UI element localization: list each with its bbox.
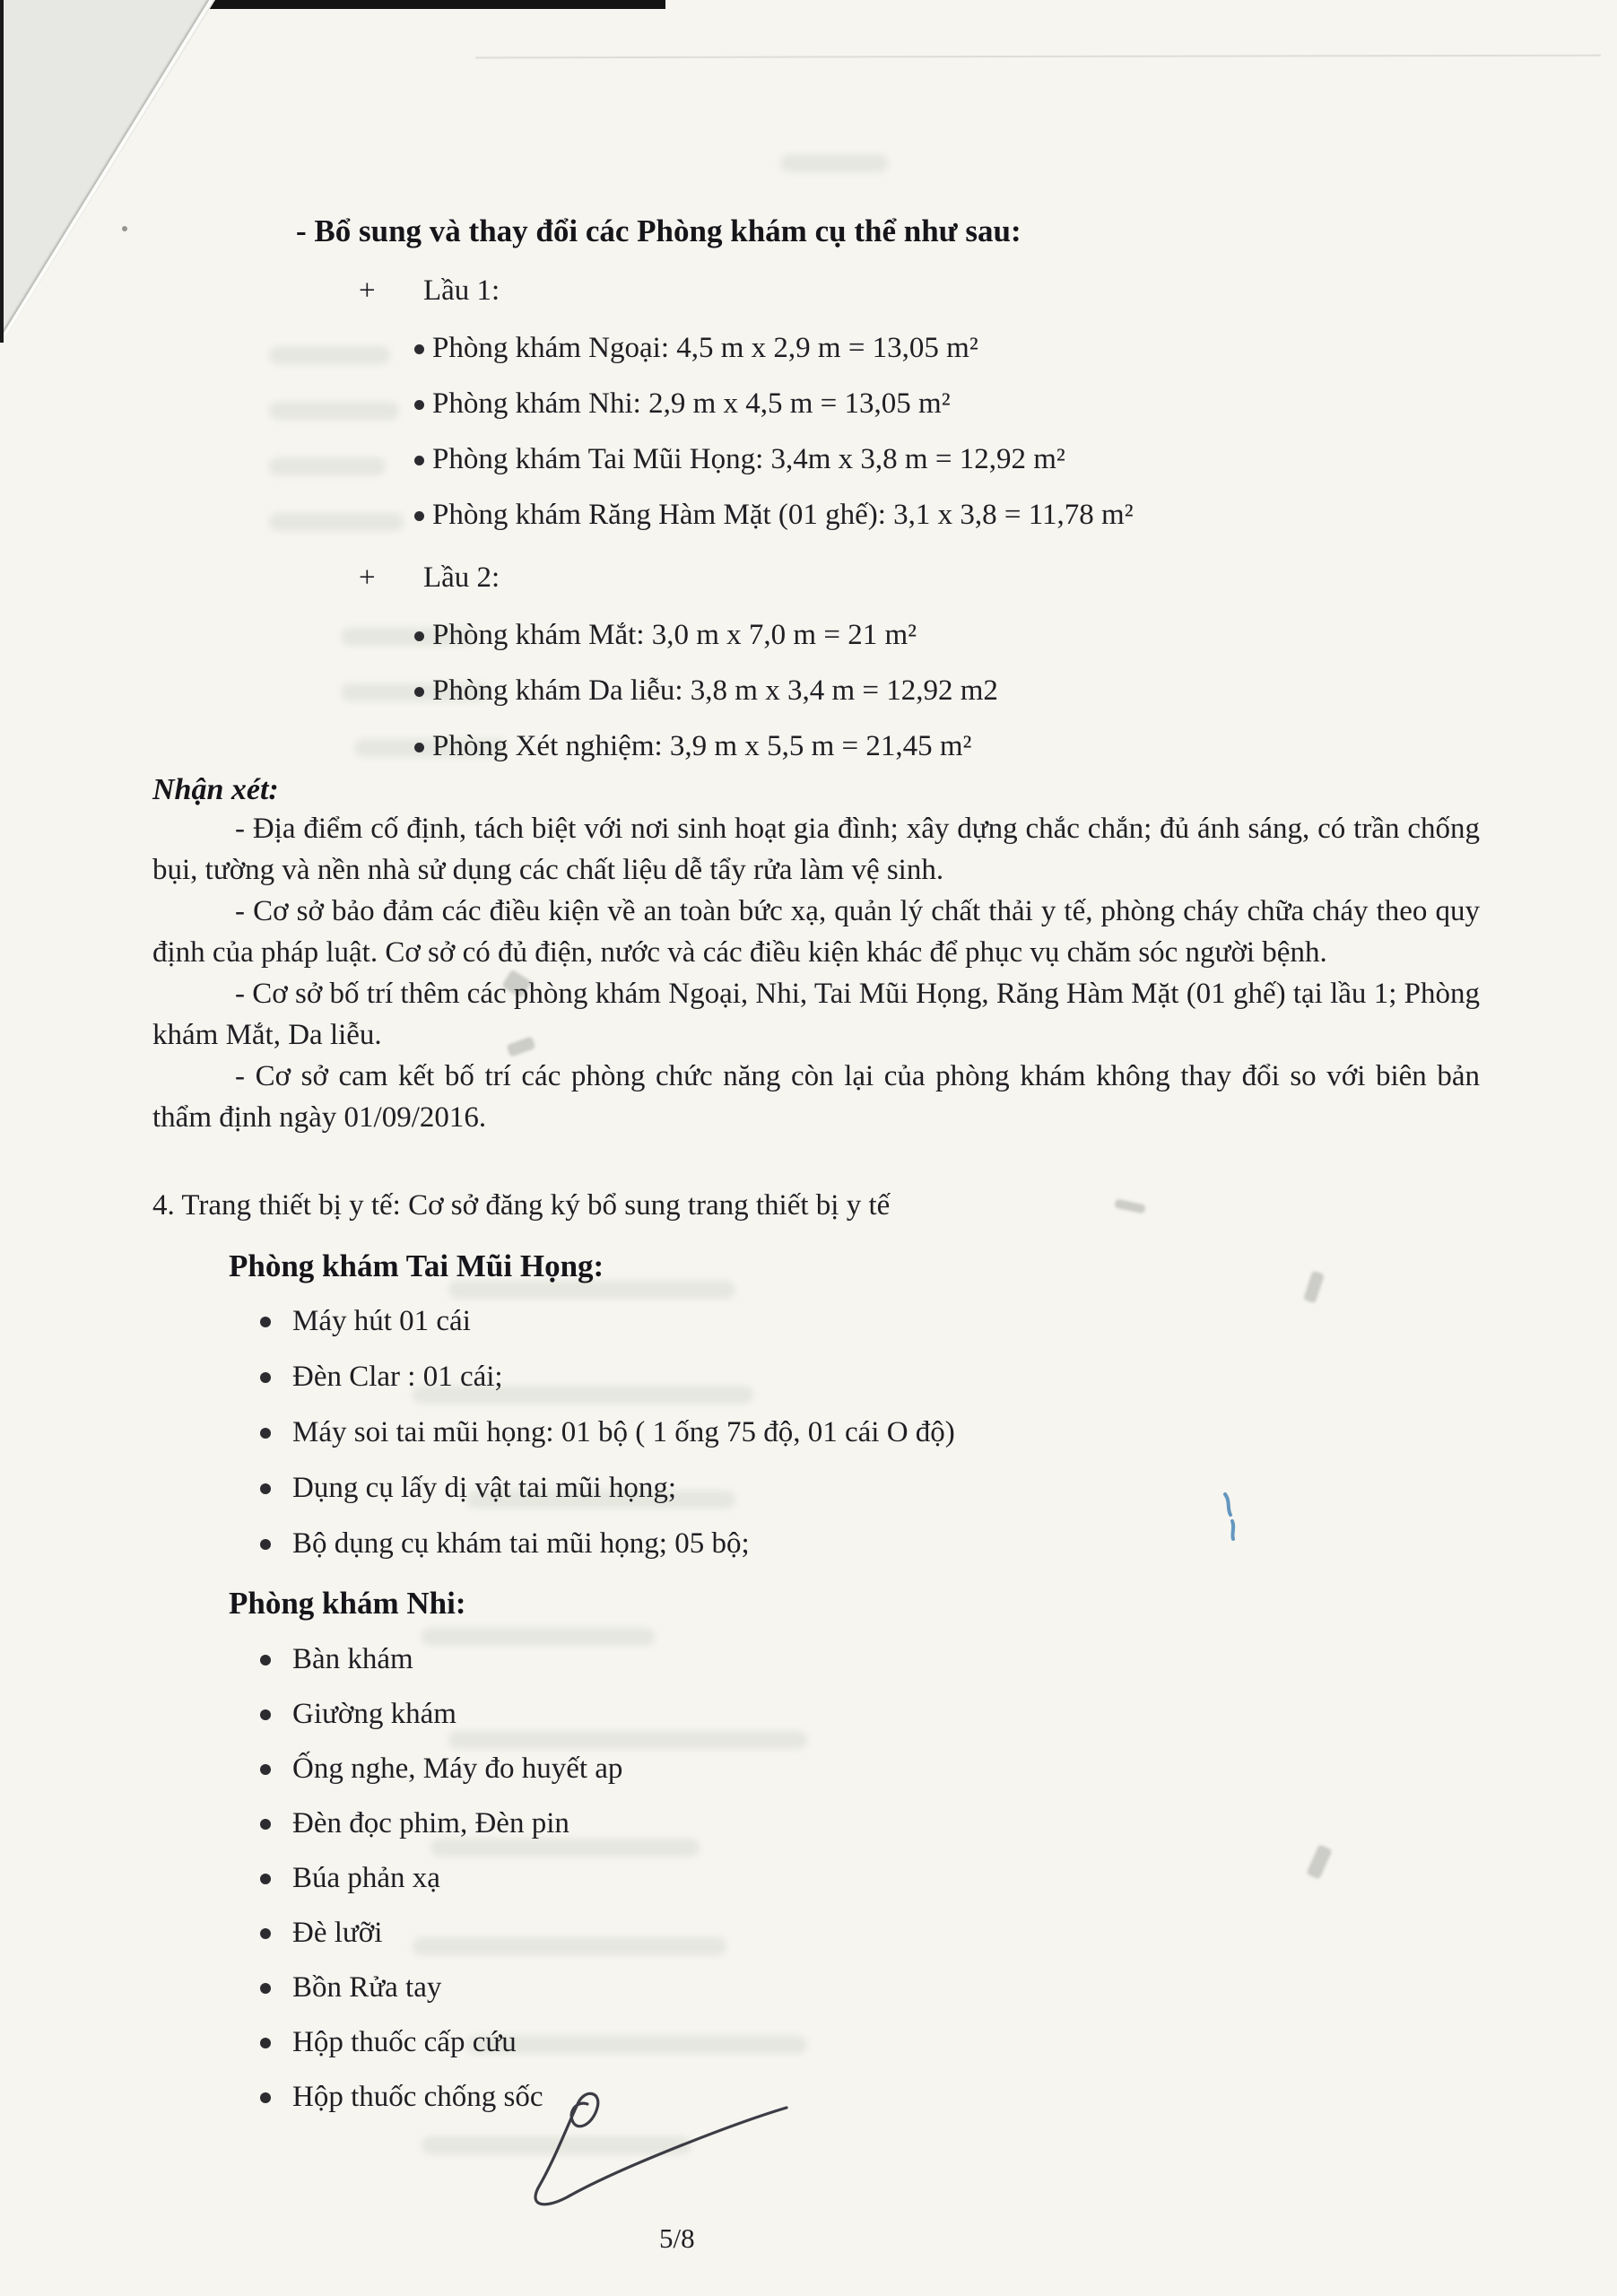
equipment-text: Bàn khám [292, 1643, 413, 1675]
equipment-text: Đèn đọc phim, Đèn pin [292, 1807, 569, 1839]
equipment-item [260, 1917, 382, 1950]
equipment-text: Dụng cụ lấy dị vật tai mũi họng; [292, 1472, 677, 1504]
floor-2-label: Lầu 2: [423, 561, 500, 594]
room-text: Phòng khám Ngoại: 4,5 m x 2,9 m = 13,05 m² [432, 332, 978, 364]
room-text: Phòng khám Răng Hàm Mặt (01 ghế): 3,1 x 3,8 = 11,78 m² [432, 499, 1134, 531]
equipment-item [260, 1416, 955, 1449]
remarks-paragraph: - Cơ sở bố trí thêm các phòng khám Ngoại, Nhi, Tai Mũi Họng, Răng Hàm Mặt (01 ghế) tại lầu 1; Phòng khám Mắt, Da liễu. [152, 978, 1480, 1051]
room-text: Phòng khám Mắt: 3,0 m x 7,0 m = 21 m² [432, 619, 917, 651]
section-4-title: 4. Trang thiết bị y tế: Cơ sở đăng ký bổ sung trang thiết bị y tế [152, 1189, 891, 1222]
bullet-icon [260, 1372, 271, 1383]
remarks-paragraphs [152, 808, 1480, 1138]
floor-2-line [359, 561, 500, 595]
bullet-icon [414, 631, 424, 641]
equipment-text: Bộ dụng cụ khám tai mũi họng; 05 bộ; [292, 1527, 750, 1560]
equipment-text: Máy hút 01 cái [292, 1305, 471, 1337]
room-line [414, 443, 1065, 476]
floor-1-label: Lầu 1: [423, 274, 500, 307]
bullet-icon [260, 1428, 271, 1439]
bleed-through [269, 513, 404, 531]
room-line [414, 674, 998, 708]
equipment-text: Hộp thuốc cấp cứu [292, 2026, 517, 2058]
equipment-item [260, 1807, 569, 1840]
pencil-smudge [1114, 1199, 1145, 1214]
bullet-icon [260, 1317, 271, 1327]
equipment-group-title-nhi: Phòng khám Nhi: [229, 1586, 466, 1621]
equipment-item [260, 1472, 676, 1505]
section-heading: - Bổ sung và thay đổi các Phòng khám cụ thể như sau: [296, 213, 1021, 248]
equipment-text: Bồn Rửa tay [292, 1971, 442, 2004]
equipment-text: Giường khám [292, 1698, 456, 1730]
equipment-text: Hộp thuốc chống sốc [292, 2081, 543, 2113]
room-line [414, 730, 971, 763]
bleed-through [269, 457, 386, 475]
bullet-icon [260, 1928, 271, 1939]
bullet-icon [260, 1483, 271, 1494]
remarks-title: Nhận xét: [152, 773, 279, 806]
equipment-item [260, 1862, 440, 1895]
room-text: Phòng khám Nhi: 2,9 m x 4,5 m = 13,05 m² [432, 387, 951, 420]
bleed-through [448, 1731, 807, 1749]
scan-edge-sliver [0, 0, 4, 343]
bleed-through [269, 402, 399, 420]
scan-artifact-line [475, 55, 1601, 59]
room-line [414, 387, 951, 421]
equipment-item [260, 1305, 471, 1338]
bullet-icon [414, 743, 424, 752]
bullet-icon [260, 1983, 271, 1994]
bleed-through [422, 1628, 655, 1646]
signature [466, 2074, 807, 2226]
bullet-icon [260, 2038, 271, 2048]
bullet-icon [260, 1764, 271, 1775]
bullet-icon [260, 2092, 271, 2103]
bullet-icon [260, 1655, 271, 1665]
bullet-icon [260, 1539, 271, 1550]
page-number: 5/8 [659, 2222, 695, 2254]
room-text: Phòng Xét nghiệm: 3,9 m x 5,5 m = 21,45 m² [432, 730, 972, 762]
bullet-icon [414, 687, 424, 697]
bleed-through [269, 346, 390, 364]
equipment-item [260, 1643, 413, 1676]
pencil-smudge [1306, 1844, 1332, 1879]
bullet-icon [414, 400, 424, 410]
equipment-text: Búa phản xạ [292, 1862, 440, 1894]
bullet-icon [414, 344, 424, 354]
equipment-item [260, 1361, 503, 1394]
plus-marker: + [359, 274, 376, 307]
room-line [414, 619, 917, 652]
equipment-item [260, 1971, 441, 2005]
equipment-group-title-tmh: Phòng khám Tai Mũi Họng: [229, 1248, 604, 1283]
equipment-item [260, 1752, 622, 1786]
speck [122, 226, 127, 231]
equipment-text: Đèn Clar : 01 cái; [292, 1361, 503, 1393]
pencil-smudge [1303, 1271, 1325, 1304]
equipment-text: Đè lưỡi [292, 1917, 383, 1949]
bullet-icon [260, 1874, 271, 1884]
bullet-icon [414, 456, 424, 465]
bullet-icon [260, 1819, 271, 1830]
room-text: Phòng khám Da liễu: 3,8 m x 3,4 m = 12,92 m2 [432, 674, 998, 707]
plus-marker: + [359, 561, 376, 594]
ink-mark [1218, 1491, 1241, 1544]
room-line [414, 499, 1134, 532]
bullet-icon [414, 511, 424, 521]
room-line [414, 332, 978, 365]
room-text: Phòng khám Tai Mũi Họng: 3,4m x 3,8 m = 12,92 m² [432, 443, 1065, 475]
remarks-paragraph: - Cơ sở bảo đảm các điều kiện về an toàn bức xạ, quản lý chất thải y tế, phòng cháy chữa cháy theo quy định của pháp luật. Cơ sở có đủ điện, nước và các điều kiện khác để phục vụ chăm sóc người bệnh. [152, 895, 1480, 969]
equipment-text: Máy soi tai mũi họng: 01 bộ ( 1 ống 75 độ, 01 cái O độ) [292, 1416, 955, 1448]
equipment-item [260, 1527, 750, 1561]
floor-1-line [359, 274, 500, 308]
equipment-item [260, 2026, 517, 2059]
equipment-text: Ống nghe, Máy đo huyết ap [292, 1752, 623, 1785]
bullet-icon [260, 1709, 271, 1720]
bleed-through [780, 154, 888, 172]
equipment-item [260, 1698, 456, 1731]
bleed-through [466, 2036, 807, 2054]
folded-corner [0, 0, 215, 346]
remarks-paragraph: - Cơ sở cam kết bố trí các phòng chức năng còn lại của phòng khám không thay đổi so với biên bản thẩm định ngày 01/09/2016. [152, 1060, 1480, 1134]
bleed-through [413, 1937, 726, 1955]
remarks-paragraph: - Địa điểm cố định, tách biệt với nơi sinh hoạt gia đình; xây dựng chắc chắn; đủ ánh sáng, có trần chống bụi, tường và nền nhà sử dụng các chất liệu dễ tẩy rửa làm vệ sinh. [152, 813, 1480, 886]
bleed-through [430, 1839, 700, 1857]
